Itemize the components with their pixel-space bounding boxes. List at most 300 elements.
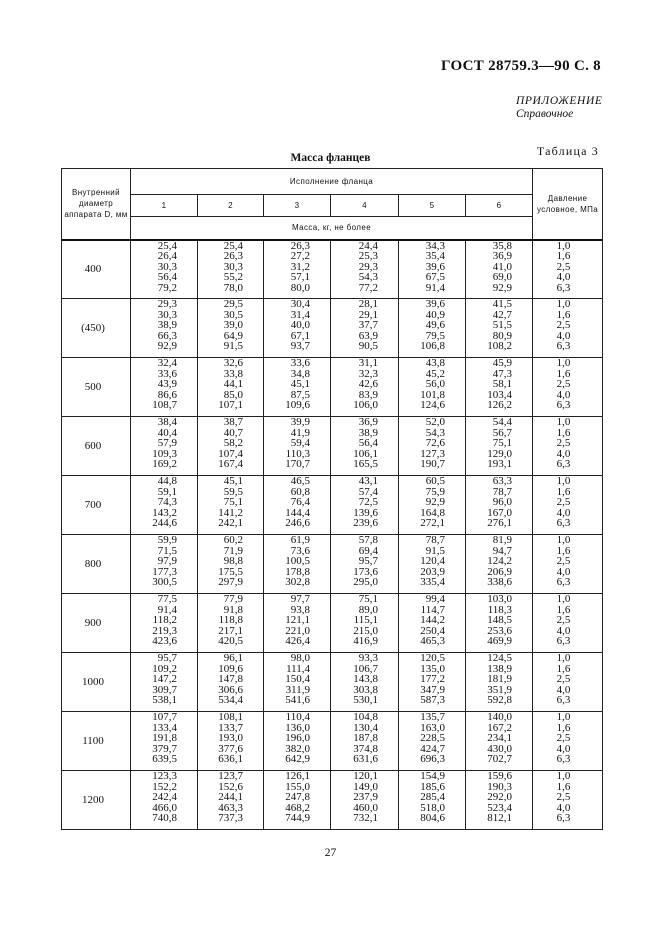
mass-value: 44,8 bbox=[157, 475, 177, 487]
mass-cell bbox=[331, 240, 399, 299]
diameter-cell: 1200 bbox=[62, 771, 131, 830]
mass-value: 347,9 bbox=[420, 683, 445, 696]
pressure-value: 4,0 bbox=[556, 329, 571, 342]
mass-value: 120,1 bbox=[353, 770, 378, 782]
mass-value: 39,6 bbox=[425, 260, 445, 273]
mass-value: 107,4 bbox=[218, 447, 243, 460]
mass-value: 639,5 bbox=[152, 753, 177, 766]
mass-cell bbox=[131, 358, 198, 417]
mass-cell bbox=[264, 535, 331, 594]
mass-value: 93,3 bbox=[358, 652, 378, 664]
mass-value: 115,1 bbox=[353, 614, 378, 627]
table-row bbox=[62, 771, 603, 830]
pressure-value: 2,5 bbox=[556, 260, 571, 273]
mass-value: 203,9 bbox=[420, 565, 445, 578]
mass-value: 221,0 bbox=[285, 624, 310, 637]
mass-value: 177,3 bbox=[152, 565, 177, 578]
mass-value: 149,0 bbox=[353, 780, 378, 793]
mass-value: 76,4 bbox=[290, 496, 310, 509]
mass-value: 169,2 bbox=[152, 458, 177, 471]
mass-value: 377,6 bbox=[218, 742, 243, 755]
mass-cell bbox=[264, 653, 331, 712]
mass-value: 118,3 bbox=[487, 603, 513, 616]
mass-cell bbox=[466, 240, 533, 299]
mass-value: 79,5 bbox=[425, 329, 445, 342]
mass-cell bbox=[466, 771, 533, 830]
mass-value: 32,6 bbox=[223, 357, 243, 369]
mass-cell bbox=[331, 358, 399, 417]
mass-value: 95,7 bbox=[157, 652, 177, 664]
mass-value: 52,0 bbox=[425, 416, 445, 428]
mass-value: 108,1 bbox=[218, 711, 243, 723]
mass-value: 302,8 bbox=[285, 576, 310, 589]
execution-number-header: 2 bbox=[198, 195, 264, 217]
mass-value: 538,1 bbox=[152, 694, 177, 707]
mass-value: 190,7 bbox=[420, 458, 445, 471]
mass-value: 57,1 bbox=[290, 271, 310, 284]
mass-value: 276,1 bbox=[487, 517, 513, 530]
mass-value: 38,7 bbox=[223, 416, 243, 428]
mass-cell bbox=[399, 299, 466, 358]
pressure-value: 6,3 bbox=[556, 576, 571, 589]
mass-value: 167,4 bbox=[218, 458, 243, 471]
mass-value: 30,3 bbox=[223, 260, 243, 273]
pressure-value: 1,6 bbox=[556, 780, 571, 793]
mass-cell bbox=[198, 771, 264, 830]
mass-value: 143,8 bbox=[353, 673, 378, 686]
mass-value: 303,8 bbox=[353, 683, 378, 696]
mass-cell bbox=[331, 417, 399, 476]
diameter-cell: (450) bbox=[62, 299, 131, 358]
mass-value: 129,0 bbox=[487, 447, 513, 460]
mass-value: 636,1 bbox=[218, 753, 243, 766]
mass-value: 30,3 bbox=[157, 308, 177, 321]
mass-value: 165,5 bbox=[353, 458, 378, 471]
mass-value: 61,9 bbox=[290, 534, 310, 546]
mass-value: 135,0 bbox=[420, 662, 445, 675]
mass-value: 42,7 bbox=[492, 308, 513, 321]
mass-value: 164,8 bbox=[420, 506, 445, 519]
mass-value: 541,6 bbox=[285, 694, 310, 707]
mass-value: 58,1 bbox=[492, 378, 513, 391]
pressure-value: 1,6 bbox=[556, 721, 571, 734]
pressure-value: 4,0 bbox=[556, 506, 571, 519]
mass-value: 81,9 bbox=[492, 534, 513, 546]
mass-value: 144,4 bbox=[285, 506, 310, 519]
mass-value: 423,6 bbox=[152, 635, 177, 648]
mass-value: 109,3 bbox=[152, 447, 177, 460]
mass-value: 465,3 bbox=[420, 635, 445, 648]
pressure-value: 6,3 bbox=[556, 281, 571, 294]
mass-value: 239,6 bbox=[353, 517, 378, 530]
mass-value: 237,9 bbox=[353, 791, 378, 804]
mass-value: 80,9 bbox=[492, 329, 513, 342]
mass-value: 75,1 bbox=[223, 496, 243, 509]
mass-value: 696,3 bbox=[420, 753, 445, 766]
mass-value: 253,6 bbox=[487, 624, 513, 637]
mass-value: 98,0 bbox=[290, 652, 310, 664]
mass-value: 100,5 bbox=[285, 555, 310, 568]
mass-value: 29,3 bbox=[358, 260, 378, 273]
mass-cell bbox=[131, 771, 198, 830]
diameter-cell: 500 bbox=[62, 358, 131, 417]
mass-value: 234,1 bbox=[487, 732, 513, 745]
mass-value: 78,7 bbox=[492, 485, 513, 498]
mass-cell bbox=[264, 594, 331, 653]
pressure-value: 6,3 bbox=[556, 340, 571, 353]
pressure-value: 2,5 bbox=[556, 319, 571, 332]
mass-value: 67,5 bbox=[425, 271, 445, 284]
mass-value: 77,5 bbox=[157, 593, 177, 605]
pressure-value: 6,3 bbox=[556, 635, 571, 648]
mass-value: 93,8 bbox=[290, 603, 310, 616]
mass-cell bbox=[466, 417, 533, 476]
pressure-value: 4,0 bbox=[556, 271, 571, 284]
mass-value: 97,9 bbox=[157, 555, 177, 568]
mass-value: 36,9 bbox=[492, 250, 513, 263]
mass-value: 311,9 bbox=[285, 683, 310, 696]
pressure-value: 1,6 bbox=[556, 662, 571, 675]
pressure-value: 1,6 bbox=[556, 367, 571, 380]
mass-value: 141,2 bbox=[218, 506, 243, 519]
mass-value: 69,0 bbox=[492, 271, 513, 284]
mass-value: 72,6 bbox=[425, 437, 445, 450]
mass-value: 96,0 bbox=[492, 496, 513, 509]
mass-cell bbox=[331, 594, 399, 653]
mass-value: 190,3 bbox=[487, 780, 513, 793]
pressure-value: 2,5 bbox=[556, 732, 571, 745]
pressure-value: 2,5 bbox=[556, 378, 571, 391]
mass-value: 34,8 bbox=[290, 367, 310, 380]
mass-value: 54,3 bbox=[358, 271, 378, 284]
mass-value: 92,9 bbox=[157, 340, 177, 353]
mass-cell bbox=[198, 653, 264, 712]
mass-value: 59,5 bbox=[223, 485, 243, 498]
mass-value: 91,5 bbox=[223, 340, 243, 353]
mass-value: 740,8 bbox=[152, 812, 177, 825]
pressure-value: 6,3 bbox=[556, 753, 571, 766]
pressure-value: 1,6 bbox=[556, 544, 571, 557]
pressure-value: 2,5 bbox=[556, 437, 571, 450]
mass-value: 59,4 bbox=[290, 437, 310, 450]
mass-cell bbox=[264, 417, 331, 476]
mass-value: 193,0 bbox=[218, 732, 243, 745]
pressure-value: 6,3 bbox=[556, 694, 571, 707]
appendix-subtitle: Справочное bbox=[516, 108, 574, 120]
pressure-value: 2,5 bbox=[556, 555, 571, 568]
diameter-cell: 700 bbox=[62, 476, 131, 535]
mass-value: 92,9 bbox=[492, 281, 513, 294]
diameter-cell: 1000 bbox=[62, 653, 131, 712]
mass-value: 56,7 bbox=[492, 426, 513, 439]
mass-value: 67,1 bbox=[290, 329, 310, 342]
table-title: Масса фланцев bbox=[290, 152, 371, 164]
pressure-value: 4,0 bbox=[556, 565, 571, 578]
pressure-value: 6,3 bbox=[556, 812, 571, 825]
mass-value: 430,0 bbox=[487, 742, 513, 755]
table-body bbox=[62, 240, 603, 830]
mass-value: 49,6 bbox=[425, 319, 445, 332]
mass-cell bbox=[198, 240, 264, 299]
mass-value: 55,2 bbox=[223, 271, 243, 284]
mass-value: 379,7 bbox=[152, 742, 177, 755]
mass-value: 56,4 bbox=[157, 271, 177, 284]
pressure-value: 1,0 bbox=[556, 652, 571, 664]
mass-cell bbox=[131, 476, 198, 535]
mass-value: 96,1 bbox=[223, 652, 243, 664]
mass-value: 173,6 bbox=[353, 565, 378, 578]
mass-value: 123,7 bbox=[218, 770, 243, 782]
mass-value: 79,2 bbox=[157, 281, 177, 294]
mass-value: 40,0 bbox=[290, 319, 310, 332]
table-row bbox=[62, 594, 603, 653]
mass-cell bbox=[131, 299, 198, 358]
mass-value: 83,9 bbox=[358, 388, 378, 401]
mass-value: 138,9 bbox=[487, 662, 513, 675]
mass-value: 306,6 bbox=[218, 683, 243, 696]
appendix-title: ПРИЛОЖЕНИЕ bbox=[516, 95, 603, 107]
mass-cell bbox=[198, 594, 264, 653]
mass-cell bbox=[466, 299, 533, 358]
execution-column-header: Исполнение фланца bbox=[131, 169, 533, 195]
mass-value: 77,9 bbox=[223, 593, 243, 605]
mass-value: 228,5 bbox=[420, 732, 445, 745]
mass-value: 351,9 bbox=[487, 683, 513, 696]
table-row bbox=[62, 417, 603, 476]
mass-value: 118,2 bbox=[152, 614, 177, 627]
mass-value: 39,0 bbox=[223, 319, 243, 332]
mass-value: 106,7 bbox=[353, 662, 378, 675]
execution-number-header: 5 bbox=[399, 195, 466, 217]
mass-value: 374,8 bbox=[353, 742, 378, 755]
mass-value: 744,9 bbox=[285, 812, 310, 825]
mass-value: 469,9 bbox=[487, 635, 513, 648]
mass-value: 45,1 bbox=[223, 475, 243, 487]
standard-header: ГОСТ 28759.3—90 С. 8 bbox=[441, 58, 601, 74]
mass-value: 33,6 bbox=[157, 367, 177, 380]
mass-cell bbox=[466, 476, 533, 535]
mass-value: 107,1 bbox=[218, 399, 243, 412]
diameter-cell: 400 bbox=[62, 240, 131, 299]
mass-value: 54,3 bbox=[425, 426, 445, 439]
mass-value: 31,4 bbox=[290, 308, 310, 321]
diameter-cell: 1100 bbox=[62, 712, 131, 771]
mass-cell bbox=[466, 594, 533, 653]
mass-value: 92,9 bbox=[425, 496, 445, 509]
pressure-value: 1,6 bbox=[556, 426, 571, 439]
mass-value: 120,4 bbox=[420, 555, 445, 568]
mass-value: 42,6 bbox=[358, 378, 378, 391]
mass-value: 300,5 bbox=[152, 576, 177, 589]
pressure-value: 1,0 bbox=[556, 770, 571, 782]
page-number: 27 bbox=[324, 847, 337, 859]
pressure-value: 2,5 bbox=[556, 673, 571, 686]
mass-value: 642,9 bbox=[285, 753, 310, 766]
mass-value: 86,6 bbox=[157, 388, 177, 401]
mass-value: 43,9 bbox=[157, 378, 177, 391]
pressure-cell bbox=[533, 476, 603, 535]
mass-value: 69,4 bbox=[358, 544, 378, 557]
mass-value: 36,9 bbox=[358, 416, 378, 428]
mass-value: 150,4 bbox=[285, 673, 310, 686]
pressure-value: 2,5 bbox=[556, 791, 571, 804]
mass-value: 108,2 bbox=[487, 340, 513, 353]
mass-value: 43,8 bbox=[425, 357, 445, 369]
diameter-column-header: Внутренний диаметр аппарата D, мм bbox=[62, 169, 131, 240]
mass-value: 110,4 bbox=[285, 711, 310, 723]
pressure-cell bbox=[533, 712, 603, 771]
mass-value: 35,8 bbox=[492, 239, 513, 252]
mass-value: 45,9 bbox=[492, 357, 513, 369]
mass-value: 106,1 bbox=[353, 447, 378, 460]
mass-value: 106,8 bbox=[420, 340, 445, 353]
mass-value: 154,9 bbox=[420, 770, 445, 782]
mass-value: 163,0 bbox=[420, 721, 445, 734]
mass-value: 215,0 bbox=[353, 624, 378, 637]
mass-value: 107,7 bbox=[152, 711, 177, 723]
mass-value: 89,0 bbox=[358, 603, 378, 616]
mass-value: 39,9 bbox=[290, 416, 310, 428]
pressure-cell bbox=[533, 594, 603, 653]
mass-value: 59,9 bbox=[157, 534, 177, 546]
mass-value: 63,9 bbox=[358, 329, 378, 342]
mass-value: 25,4 bbox=[157, 239, 177, 252]
mass-cell bbox=[399, 653, 466, 712]
mass-value: 60,8 bbox=[290, 485, 310, 498]
table-row bbox=[62, 299, 603, 358]
mass-value: 77,2 bbox=[358, 281, 378, 294]
mass-value: 812,1 bbox=[487, 812, 513, 825]
mass-value: 143,2 bbox=[152, 506, 177, 519]
mass-value: 60,2 bbox=[223, 534, 243, 546]
mass-cell bbox=[131, 712, 198, 771]
mass-value: 191,8 bbox=[152, 732, 177, 745]
pressure-value: 4,0 bbox=[556, 388, 571, 401]
mass-value: 167,0 bbox=[487, 506, 513, 519]
mass-value: 91,4 bbox=[157, 603, 177, 616]
pressure-value: 1,0 bbox=[556, 416, 571, 428]
mass-value: 124,5 bbox=[487, 652, 513, 664]
pressure-value: 2,5 bbox=[556, 496, 571, 509]
mass-cell bbox=[198, 476, 264, 535]
mass-cell bbox=[131, 240, 198, 299]
pressure-value: 1,0 bbox=[556, 239, 571, 252]
mass-value: 74,3 bbox=[157, 496, 177, 509]
mass-cell bbox=[399, 594, 466, 653]
mass-value: 60,5 bbox=[425, 475, 445, 487]
mass-value: 26,4 bbox=[157, 250, 177, 263]
mass-cell bbox=[399, 535, 466, 594]
mass-value: 335,4 bbox=[420, 576, 445, 589]
mass-unit-header: Масса, кг, не более bbox=[131, 217, 533, 240]
mass-value: 43,1 bbox=[358, 475, 378, 487]
mass-value: 244,6 bbox=[152, 517, 177, 530]
mass-value: 118,8 bbox=[218, 614, 243, 627]
mass-value: 90,5 bbox=[358, 340, 378, 353]
mass-value: 32,3 bbox=[358, 367, 378, 380]
mass-value: 57,8 bbox=[358, 534, 378, 546]
mass-value: 33,8 bbox=[223, 367, 243, 380]
mass-value: 523,4 bbox=[487, 801, 513, 814]
diameter-cell: 900 bbox=[62, 594, 131, 653]
pressure-value: 4,0 bbox=[556, 742, 571, 755]
mass-value: 98,8 bbox=[223, 555, 243, 568]
mass-value: 124,6 bbox=[420, 399, 445, 412]
mass-value: 109,2 bbox=[152, 662, 177, 675]
mass-value: 242,4 bbox=[152, 791, 177, 804]
mass-value: 101,8 bbox=[420, 388, 445, 401]
mass-value: 187,8 bbox=[353, 732, 378, 745]
mass-cell bbox=[466, 535, 533, 594]
pressure-cell bbox=[533, 299, 603, 358]
mass-value: 124,2 bbox=[487, 555, 513, 568]
mass-value: 99,4 bbox=[425, 593, 445, 605]
mass-value: 72,5 bbox=[358, 496, 378, 509]
mass-value: 78,0 bbox=[223, 281, 243, 294]
mass-value: 177,2 bbox=[420, 673, 445, 686]
mass-value: 152,6 bbox=[218, 780, 243, 793]
mass-value: 54,4 bbox=[492, 416, 513, 428]
pressure-cell bbox=[533, 771, 603, 830]
mass-value: 109,6 bbox=[285, 399, 310, 412]
mass-value: 97,7 bbox=[290, 593, 310, 605]
pressure-cell bbox=[533, 535, 603, 594]
mass-value: 71,9 bbox=[223, 544, 243, 557]
table-row bbox=[62, 240, 603, 299]
mass-value: 47,3 bbox=[492, 367, 513, 380]
pressure-value: 1,0 bbox=[556, 711, 571, 723]
mass-value: 58,2 bbox=[223, 437, 243, 450]
mass-cell bbox=[466, 653, 533, 712]
mass-value: 59,1 bbox=[157, 485, 177, 498]
mass-value: 206,9 bbox=[487, 565, 513, 578]
mass-value: 34,3 bbox=[425, 239, 445, 252]
execution-number-header: 1 bbox=[131, 195, 198, 217]
mass-value: 45,2 bbox=[425, 367, 445, 380]
mass-value: 40,4 bbox=[157, 426, 177, 439]
pressure-value: 6,3 bbox=[556, 517, 571, 530]
mass-value: 44,1 bbox=[223, 378, 243, 391]
mass-value: 31,1 bbox=[358, 357, 378, 369]
mass-value: 95,7 bbox=[358, 555, 378, 568]
mass-value: 29,5 bbox=[223, 298, 243, 310]
mass-value: 167,2 bbox=[487, 721, 513, 734]
mass-cell bbox=[399, 240, 466, 299]
pressure-value: 1,0 bbox=[556, 534, 571, 546]
pressure-value: 1,0 bbox=[556, 298, 571, 310]
mass-value: 127,3 bbox=[420, 447, 445, 460]
mass-cell bbox=[131, 535, 198, 594]
mass-value: 147,8 bbox=[218, 673, 243, 686]
mass-value: 140,0 bbox=[487, 711, 513, 723]
mass-value: 242,1 bbox=[218, 517, 243, 530]
mass-cell bbox=[399, 712, 466, 771]
mass-value: 247,8 bbox=[285, 791, 310, 804]
mass-cell bbox=[264, 712, 331, 771]
mass-value: 57,4 bbox=[358, 485, 378, 498]
mass-value: 219,3 bbox=[152, 624, 177, 637]
mass-value: 26,3 bbox=[223, 250, 243, 263]
mass-value: 30,3 bbox=[157, 260, 177, 273]
mass-value: 80,0 bbox=[290, 281, 310, 294]
mass-value: 41,5 bbox=[492, 298, 513, 310]
mass-value: 250,4 bbox=[420, 624, 445, 637]
table-row bbox=[62, 358, 603, 417]
mass-value: 587,3 bbox=[420, 694, 445, 707]
mass-value: 91,4 bbox=[425, 281, 445, 294]
mass-value: 185,6 bbox=[420, 780, 445, 793]
mass-value: 78,7 bbox=[425, 534, 445, 546]
